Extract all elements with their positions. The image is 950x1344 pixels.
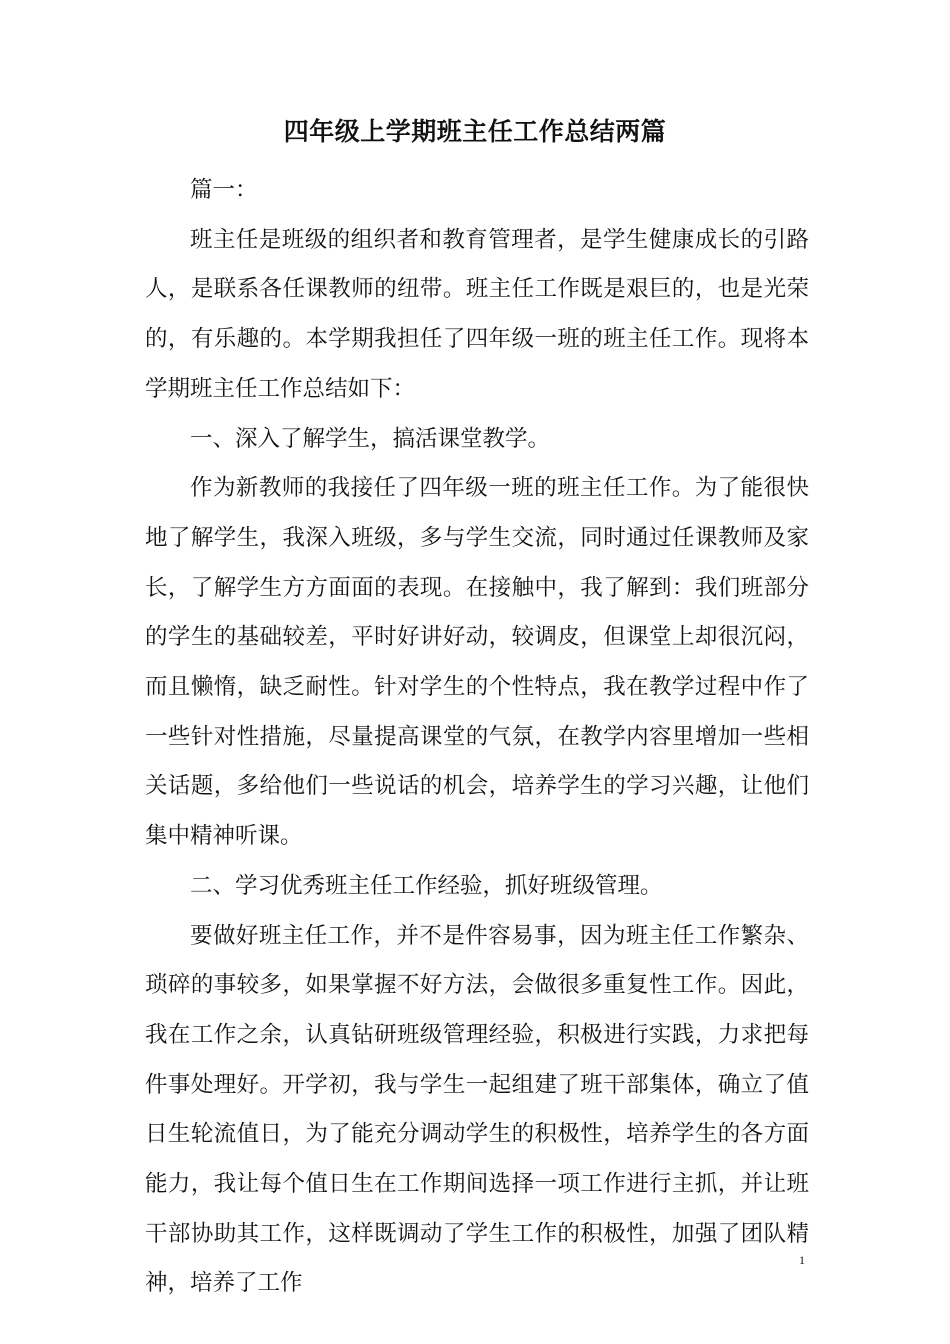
paragraph-intro: 班主任是班级的组织者和教育管理者，是学生健康成长的引路人，是联系各任课教师的纽带。班主任工作既是艰巨的，也是光荣的，有乐趣的。本学期我担任了四年级一班的班主任工作。现将本学期班主任工作总结如下：: [145, 226, 809, 402]
paragraph-section-label: 篇一：: [190, 177, 258, 203]
paragraph-heading-2: 二、学习优秀班主任工作经验，抓好班级管理。: [190, 872, 663, 899]
paragraph-body-1: 作为新教师的我接任了四年级一班的班主任工作。为了能很快地了解学生，我深入班级，多与学生交流，同时通过任课教师及家长，了解学生方方面面的表现。在接触中，我了解到：我们班部分的学生的基础较差，平时好讲好动，较调皮，但课堂上却很沉闷，而且懒惰，缺乏耐性。针对学生的个性特点，我在教学过程中作了一些针对性措施，尽量提高课堂的气氛，在教学内容里增加一些相关话题，多给他们一些说话的机会，培养学生的学习兴趣，让他们集中精神听课。: [145, 475, 809, 850]
page-number: 1: [799, 1253, 805, 1267]
paragraph-heading-1: 一、深入了解学生，搞活课堂教学。: [190, 425, 551, 452]
document-title: 四年级上学期班主任工作总结两篇: [283, 117, 667, 146]
document-body: [145, 166, 809, 1309]
paragraph-body-2: 要做好班主任工作，并不是件容易事，因为班主任工作繁杂、琐碎的事较多，如果掌握不好方法，会做很多重复性工作。因此，我在工作之余，认真钻研班级管理经验，积极进行实践，力求把每件事处理好。开学初，我与学生一起组建了班干部集体，确立了值日生轮流值日，为了能充分调动学生的积极性，培养学生的各方面能力，我让每个值日生在工作期间选择一项工作进行主抓，并让班干部协助其工作，这样既调动了学生工作的积极性，加强了团队精神，培养了工作: [145, 922, 809, 1297]
